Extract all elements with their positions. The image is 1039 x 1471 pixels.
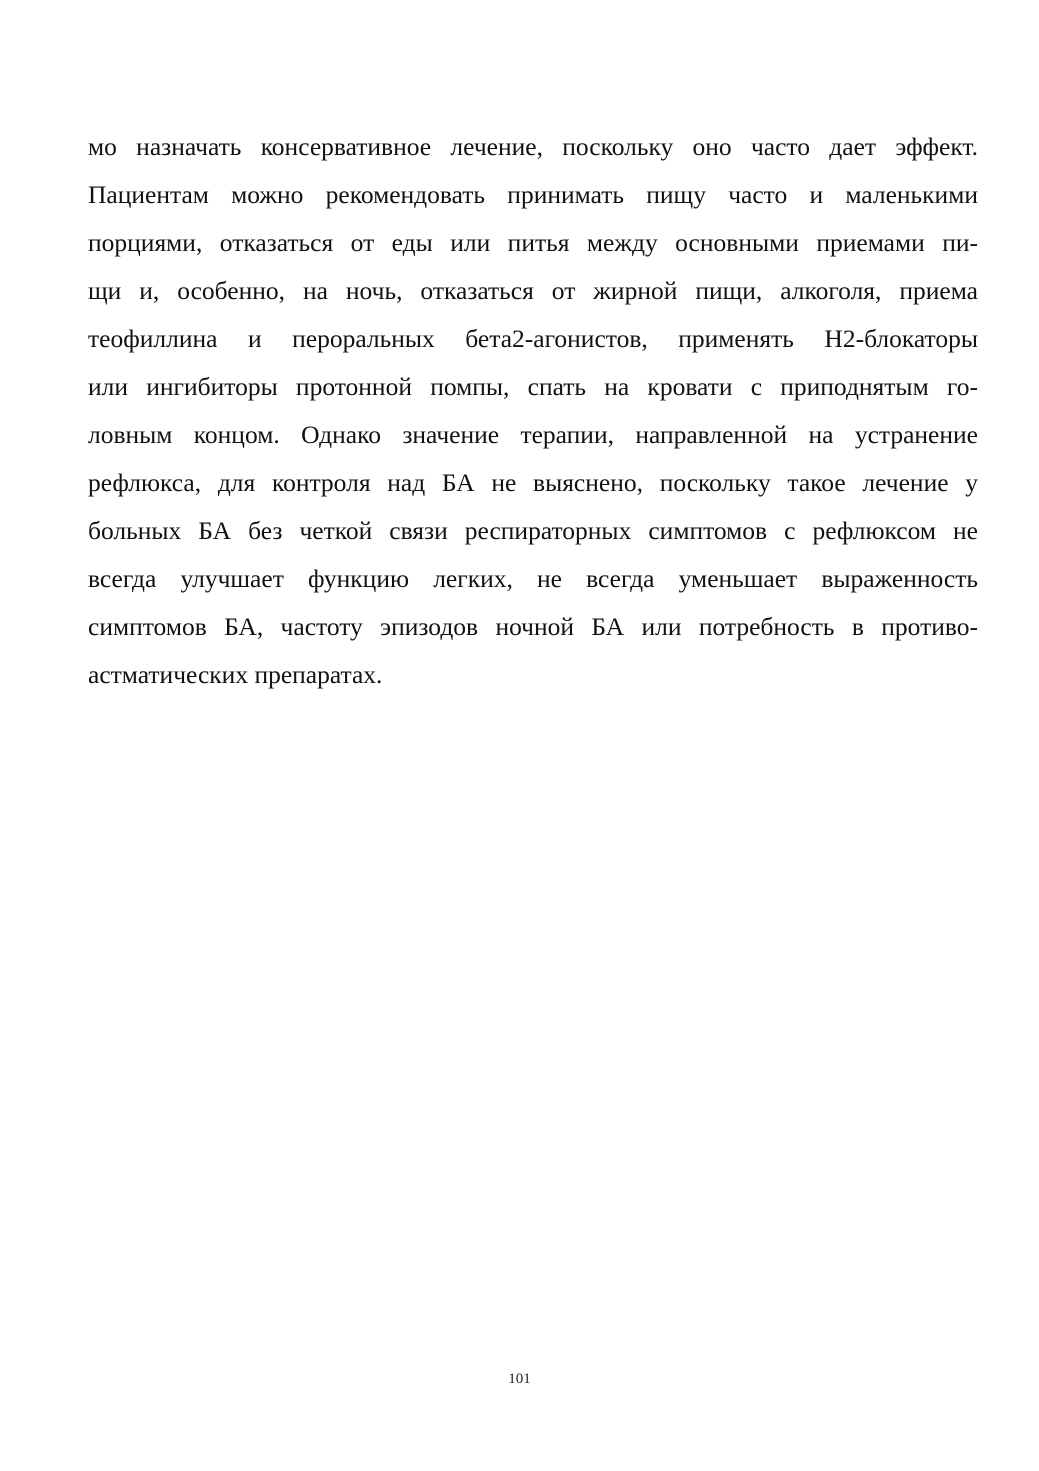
paragraph-line: мо назначать консервативное лечение, поскольку оно часто дает эффект. (88, 132, 978, 161)
paragraph-line: больных БА без четкой связи респираторных симптомов с рефлюксом не (88, 516, 978, 545)
page-number: 101 (508, 1371, 531, 1387)
paragraph-line: щи и, особенно, на ночь, отказаться от жирной пищи, алкоголя, приема (88, 276, 978, 305)
body-paragraph (88, 123, 978, 699)
paragraph-line: ловным концом. Однако значение терапии, направленной на устранение (88, 420, 978, 449)
paragraph-line: или ингибиторы протонной помпы, спать на кровати с приподнятым го- (88, 372, 978, 401)
paragraph-line: всегда улучшает функцию легких, не всегда уменьшает выраженность (88, 564, 978, 593)
paragraph-line: симптомов БА, частоту эпизодов ночной БА или потребность в противо- (88, 612, 978, 641)
paragraph-line: порциями, отказаться от еды или питья между основными приемами пи- (88, 228, 978, 257)
paragraph-line: рефлюкса, для контроля над БА не выяснено, поскольку такое лечение у (88, 468, 978, 497)
paragraph-line: теофиллина и пероральных бета2-агонистов, применять Н2-блокаторы (88, 324, 978, 353)
paragraph-line: Пациентам можно рекомендовать принимать пищу часто и маленькими (88, 180, 978, 209)
paragraph-line: астматических препаратах. (88, 660, 383, 689)
